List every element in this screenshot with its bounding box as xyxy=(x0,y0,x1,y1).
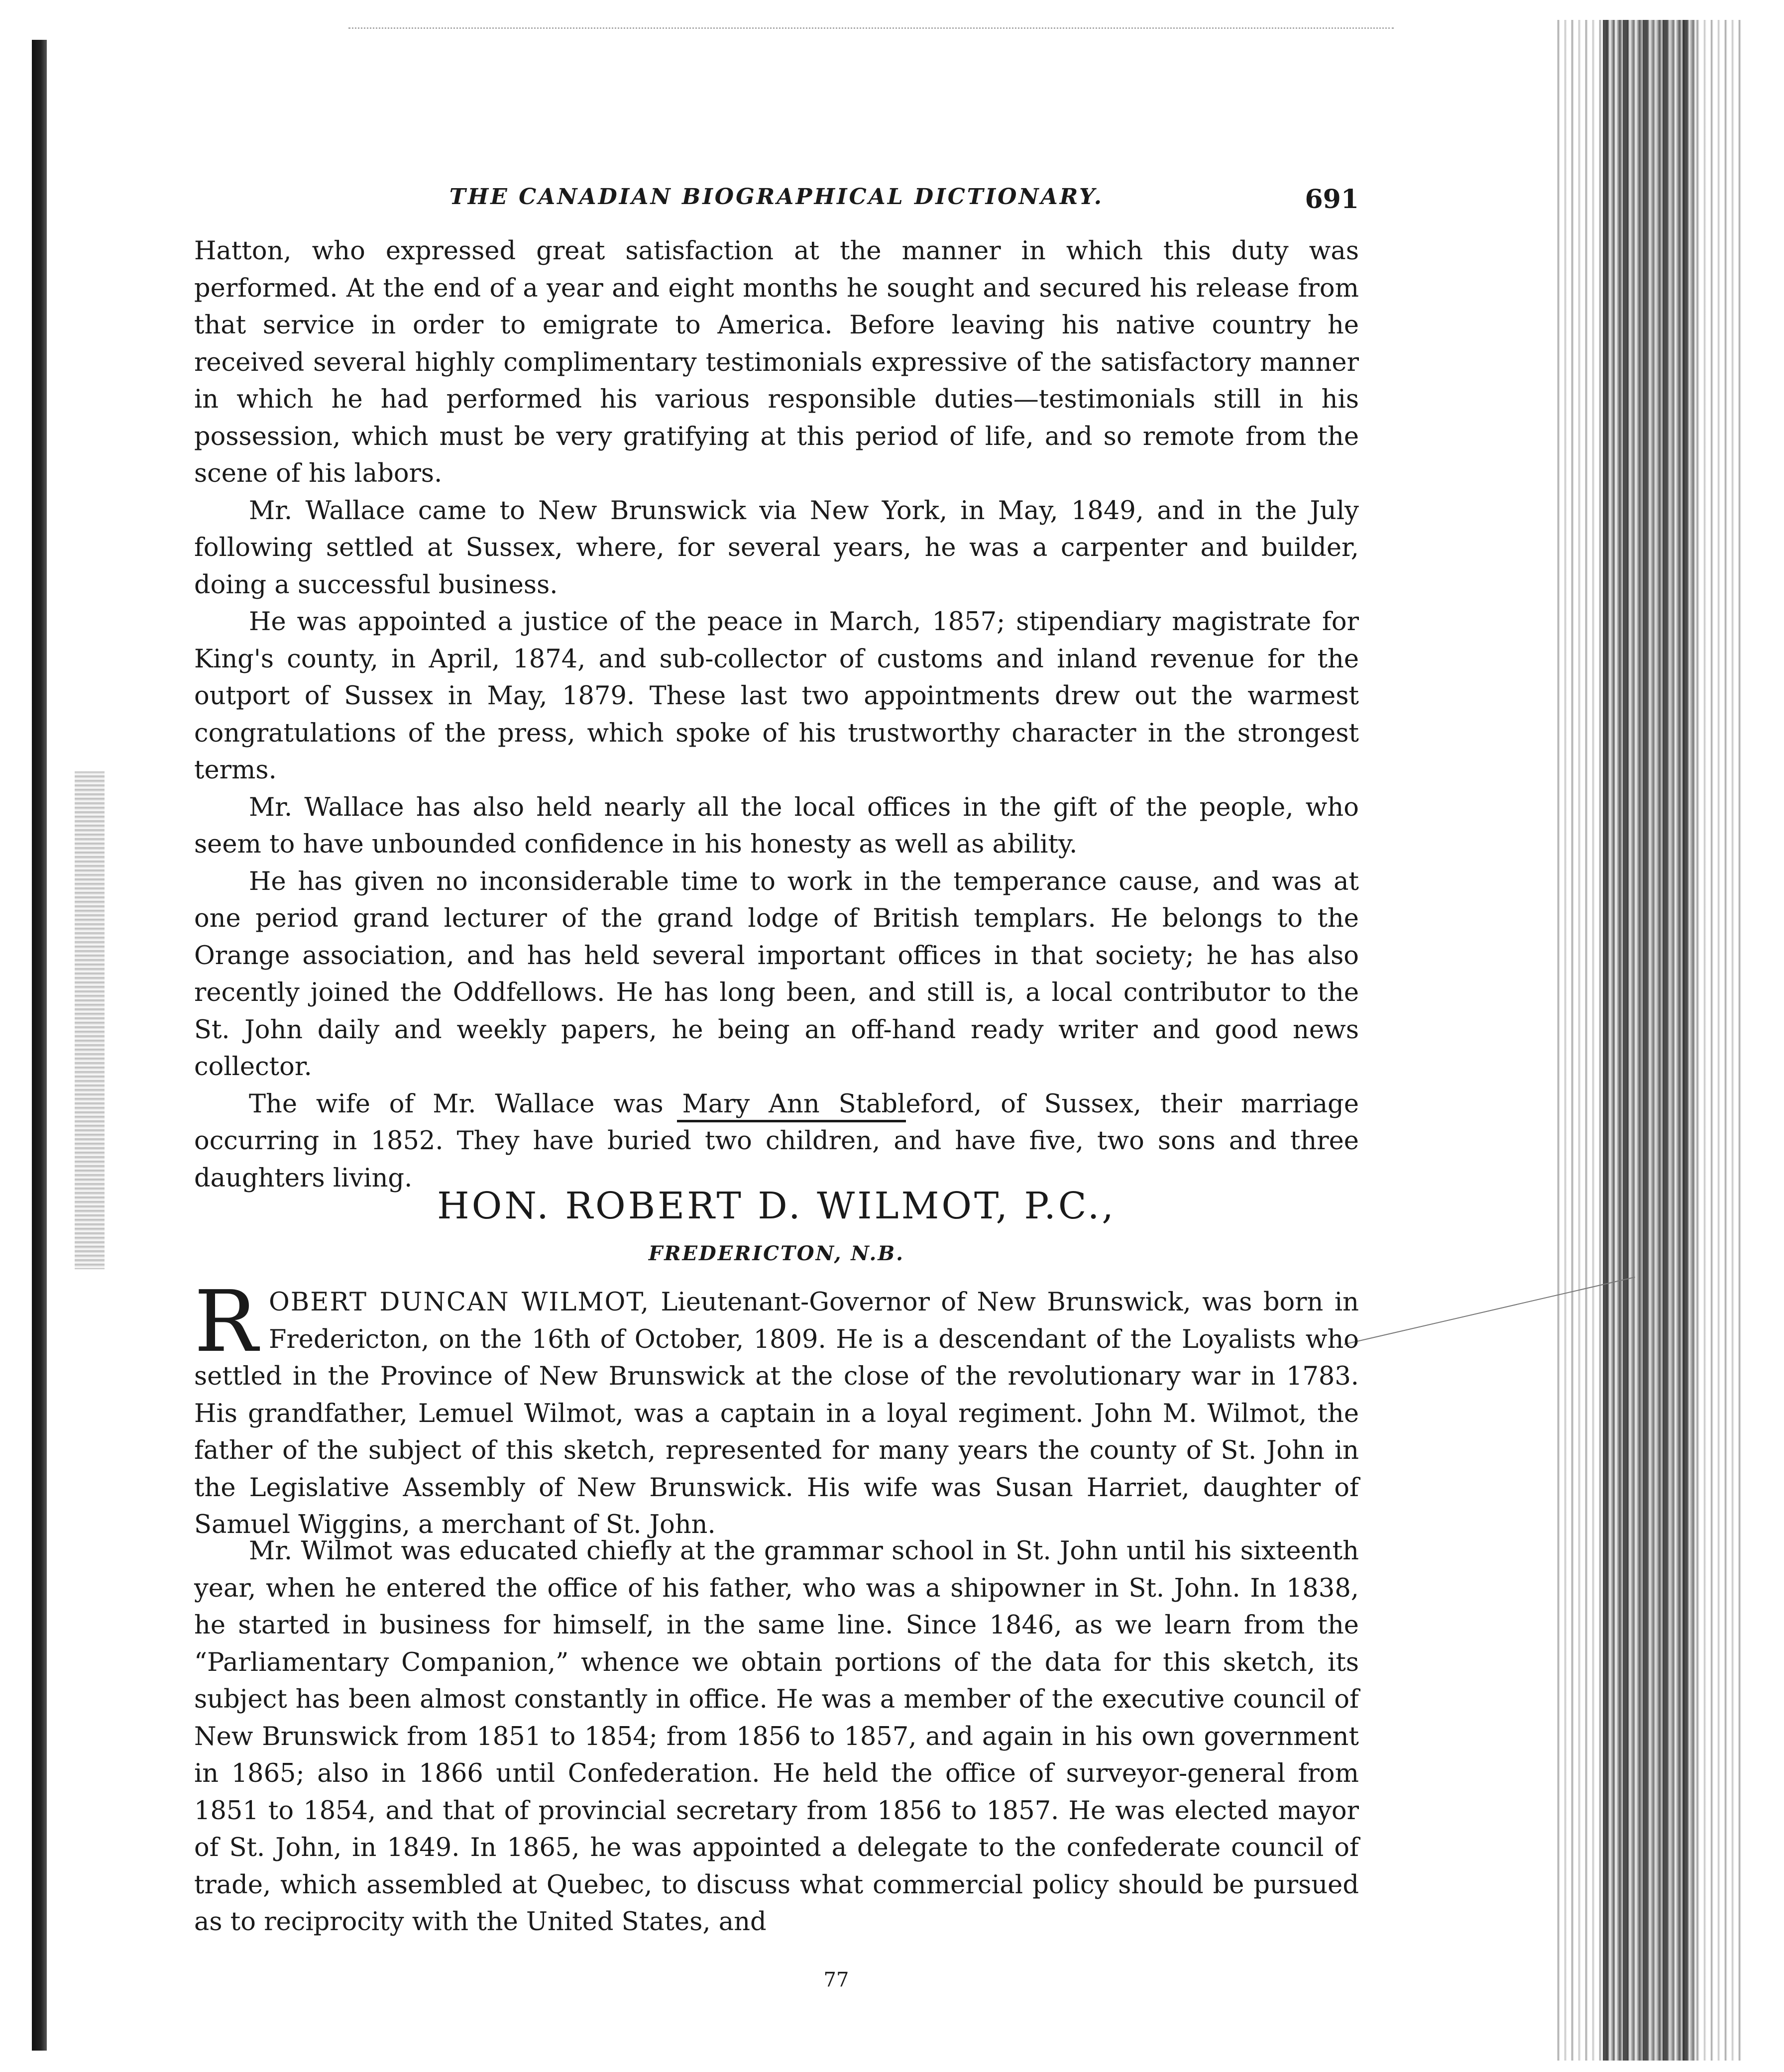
paragraph: Hatton, who expressed great satisfaction at the manner in which this duty was performed. At the end of a year and eight months he sought and secured his release from that service in order to emigrate to America. Before leaving his native country he received several highly complimentary testimonials expressive of the satisfactory manner in which he had performed his various responsible duties—testimonials still in his possession, which must be very gratifying at this period of life, and so remote from the scene of his labors. xyxy=(194,236,1359,488)
printer-signature: 77 xyxy=(823,1968,849,1991)
scan-top-dots xyxy=(348,27,1394,31)
article-opening-paragraph xyxy=(194,1273,1359,1544)
article-subtitle: FREDERICTON, N.B. xyxy=(648,1242,905,1265)
paragraph: He has given no inconsiderable time to work in the temperance cause, and was at one period grand lecturer of the grand lodge of British templars. He belongs to the Orange association, and has held several important offices in that society; he has also recently joined the Oddfellows. He has long been, and still is, a local contributor to the St. John daily and weekly papers, he being an off-hand ready writer and good news collector. xyxy=(194,867,1359,1082)
previous-biography-continuation xyxy=(194,233,1359,1197)
scan-binding-shadow xyxy=(1603,20,1697,2061)
page-number: 691 xyxy=(1305,184,1359,215)
scan-left-noise xyxy=(75,771,105,1269)
running-header xyxy=(194,184,1359,224)
running-title: THE CANADIAN BIOGRAPHICAL DICTIONARY. xyxy=(449,184,1104,210)
article-body xyxy=(194,1533,1359,1941)
paragraph: He was appointed a justice of the peace in March, 1857; stipendiary magistrate for King's county, in April, 1874, and sub-collector of customs and inland revenue for the outport of Sussex in May, 1879. These last two appointments drew out the warmest congratulations of the press, which spoke of his trustworthy character in the strongest terms. xyxy=(194,607,1359,785)
paragraph: The wife of Mr. Wallace was Mary Ann Stableford, of Sussex, their marriage occurring in 1852. They have buried two children, and have five, two sons and three daughters living. xyxy=(194,1089,1359,1193)
scan-left-edge xyxy=(32,40,47,2051)
opening-text: Lieutenant-Governor of New Brunswick, was born in Fredericton, on the 16th of October, 1809. He is a descendant of the Loyalists who settled in the Province of New Brunswick at the close of the revolutionary war in 1783. His grandfather, Lemuel Wilmot, was a captain in a loyal regiment. John M. Wilmot, the father of the subject of this sketch, represented for many years the county of St. John in the Legislative Assembly of New Brunswick. His wife was Susan Harriet, daughter of Samuel Wiggins, a merchant of St. John. xyxy=(194,1288,1359,1539)
drop-cap: R xyxy=(194,1273,258,1371)
article-title: HON. ROBERT D. WILMOT, P.C., xyxy=(437,1185,1116,1227)
lead-in-caps: OBERT DUNCAN WILMOT, xyxy=(269,1288,650,1317)
section-divider xyxy=(677,1120,906,1122)
paragraph: Mr. Wallace came to New Brunswick via New York, in May, 1849, and in the July following settled at Sussex, where, for several years, he was a carpenter and builder, doing a successful business. xyxy=(194,496,1359,600)
paragraph: Mr. Wilmot was educated chiefly at the grammar school in St. John until his sixteenth year, when he entered the office of his father, who was a shipowner in St. John. In 1838, he started in business for himself, in the same line. Since 1846, as we learn from the “Parliamentary Companion,” whence we obtain portions of the data for this sketch, its subject has been almost constantly in office. He was a member of the executive council of New Brunswick from 1851 to 1854; from 1856 to 1857, and again in his own government in 1865; also in 1866 until Confederation. He held the office of surveyor-general from 1851 to 1854, and that of provincial secretary from 1856 to 1857. He was elected mayor of St. John, in 1849. In 1865, he was appointed a delegate to the confederate council of trade, which assembled at Quebec, to discuss what commercial policy should be pursued as to reciprocity with the United States, and xyxy=(194,1536,1359,1937)
paragraph: Mr. Wallace has also held nearly all the local offices in the gift of the people, who seem to have unbounded confidence in his honesty as well as ability. xyxy=(194,792,1359,859)
